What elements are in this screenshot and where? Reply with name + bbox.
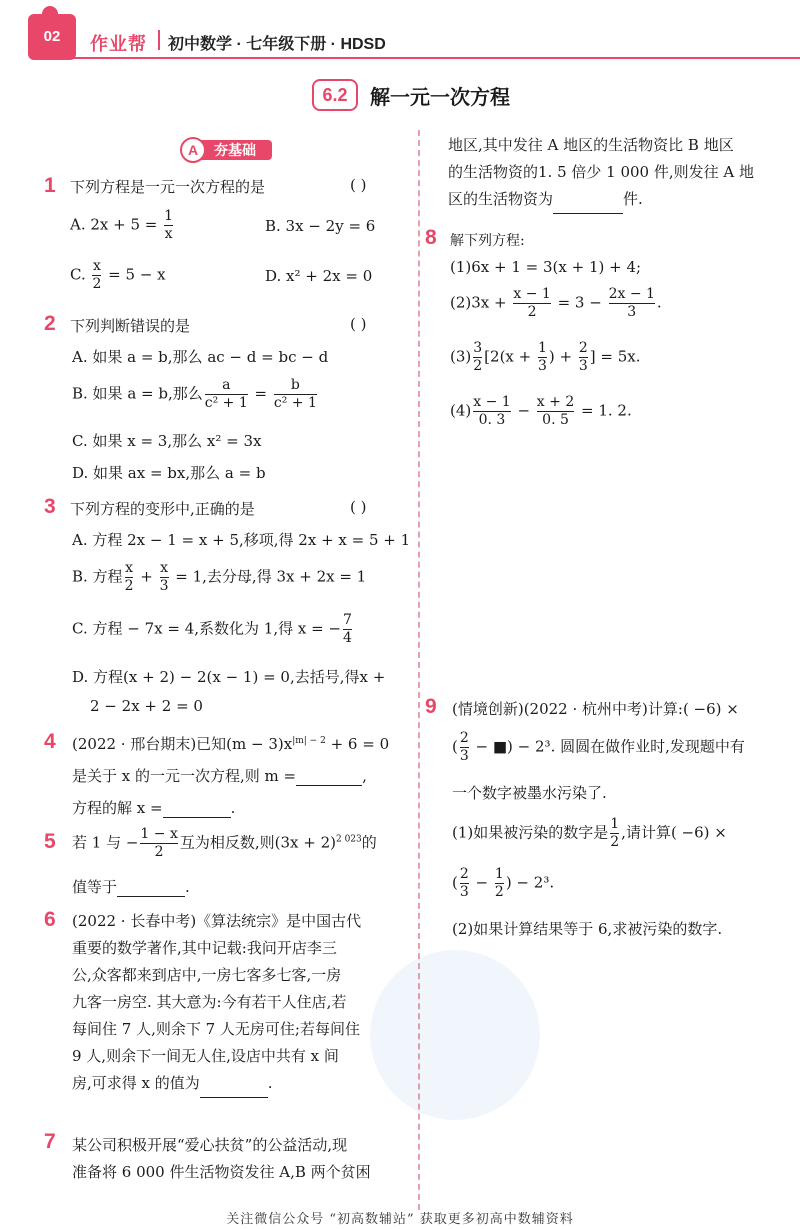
sub-question-4: (4) $\frac{x - 1}{0. 3}$ − $\frac{x + 2}{0. 5}$ = 1. 2. [450,394,632,428]
option-a: A. 2x + 5 = $\frac{1}{x}$ [70,208,174,242]
option-d-line1: D. 方程(x + 2) − 2(x − 1) = 0,去括号,得x + [72,668,386,686]
option-a: A. 方程 2x − 1 = x + 5,移项,得 2x + x = 5 + 1 [72,531,411,549]
question-line: 一个数字被墨水污染了. [452,784,607,802]
question-line: (2)如果计算结果等于 6,求被污染的数字. [452,920,723,938]
question-number: 8 [425,226,437,249]
option-b: B. 如果 a = b,那么 $\frac{a}{\text{c² + 1}}$ = $\frac{b}{\text{c² + 1}}$ [72,377,317,411]
option-c: C. 如果 x = 3,那么 x² = 3x [72,432,262,450]
question-number: 6 [44,908,56,931]
question-stem: 下列方程是一元一次方程的是 [70,178,266,196]
question-line: (1)如果被污染的数字是 $\frac{1}{2}$ ,请计算( −6) × [452,816,727,850]
question-line: (2022 · 邢台期末)已知$(m - 3)x^{|m| - 2} + 6 = 0$ [72,735,390,753]
option-d-line2: 2 − 2x + 2 = 0 [90,697,203,715]
question-line: 是关于 x 的一元一次方程,则 m = , [72,767,367,785]
header-divider [158,30,160,50]
question-line: ( $\frac{2}{3}$ − $\frac{1}{2}$ ) − 2³. [452,866,555,900]
option-c: C. $\frac{x}{2}$ = 5 − x [70,258,166,292]
level-badge [180,137,276,161]
book-title: 初中数学 · 七年级下册 · HDSD [168,36,386,53]
sub-question-2: (2)3x + $\frac{x - 1}{2}$ = 3 − $\frac{2x - 1}{3}$ . [450,286,662,320]
page-header [0,0,800,62]
question-line: 值等于 . [72,878,190,896]
question-body: 某公司积极开展“爱心扶贫”的公益活动,现 准备将 6 000 件生活物资发往 A,B 两个贫困 [72,1136,371,1181]
option-b: B. 3x − 2y = 6 [265,217,376,235]
page-footer: 关注微信公众号 “初高数辅站” 获取更多初高中数辅资料 [226,1212,574,1227]
level-badge-letter: A [180,137,206,163]
question-body: (2022 · 长春中考)《算法统宗》是中国古代 重要的数学著作,其中记载:我问开店李三 公,众客都来到店中,一房七客多七客,一房 九客一房空. 其大意为:今有若干人住店,若 每间住 7 人,则余下 7 人无房可住;若每间住 9 人,则余下一间无人住,设店中共有 x 间 房,可求得 x 的值为 . [72,908,412,1098]
sub-question-1: (1)6x + 1 = 3(x + 1) + 4; [450,258,642,276]
question-stem: 下列判断错误的是 [70,317,191,335]
brand-logo: 作业帮 [90,34,147,54]
option-d: D. 如果 ax = bx,那么 a = b [72,464,266,482]
header-rule [68,57,800,59]
answer-paren: ( ) [350,315,367,333]
option-b: B. 方程 $\frac{x}{2}$ + $\frac{x}{3}$ = 1,去分母,得 3x + 2x = 1 [72,560,367,594]
question-line: 若 1 与 − $\frac{1 - x}{2}$ 互为相反数,则$(3x + 2)^{2 023}$的 [72,826,377,860]
option-c: C. 方程 − 7x = 4,系数化为 1,得 x = − $\frac{7}{4}$ [72,612,352,646]
question-number: 7 [44,1130,56,1153]
answer-paren: ( ) [350,498,367,516]
page-number-tab [28,14,76,60]
answer-paren: ( ) [350,176,367,194]
question-body-continued: 地区,其中发往 A 地区的生活物资比 B 地区 的生活物资的1. 5 倍少 1 000 件,则发往 A 地 区的生活物资为 件. [448,132,788,214]
question-number: 5 [44,830,56,853]
question-line: (情境创新)(2022 · 杭州中考)计算:( −6) × [452,700,739,718]
level-badge-text: 夯基础 [198,140,272,160]
question-number: 1 [44,174,56,197]
question-line: 方程的解 x = . [72,799,236,817]
question-number: 2 [44,312,56,335]
question-number: 4 [44,730,56,753]
page-number: 02 [43,28,61,45]
option-a: A. 如果 a = b,那么 ac − d = bc − d [72,348,329,366]
question-stem: 下列方程的变形中,正确的是 [70,500,255,518]
option-d: D. x² + 2x = 0 [265,267,373,285]
question-line: ( $\frac{2}{3}$ − ■) − 2³. 圆圆在做作业时,发现题中有 [452,730,745,764]
question-number: 9 [425,695,437,718]
sub-question-3: (3) $\frac{3}{2}$ [2(x + $\frac{1}{3}$ ) + $\frac{2}{3}$ ] = 5x. [450,340,641,374]
question-stem: 解下列方程: [450,233,525,249]
question-number: 3 [44,495,56,518]
section-number: 6.2 [312,79,358,111]
section-title: 解一元一次方程 [370,87,510,109]
